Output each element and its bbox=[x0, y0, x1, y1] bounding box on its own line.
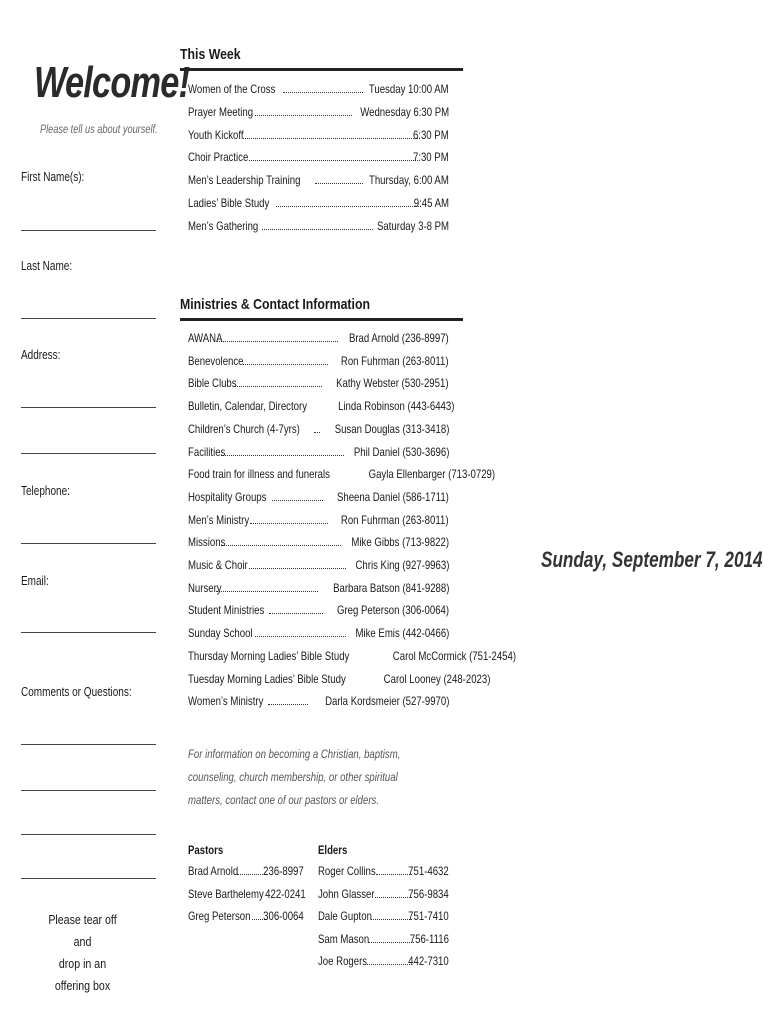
last-name-label: Last Name: bbox=[21, 259, 73, 273]
ministry-row-label: Missions bbox=[188, 535, 226, 550]
ministry-row-value: Carol Looney (248-2023) bbox=[383, 671, 491, 686]
pastor-row bbox=[188, 909, 304, 925]
dot-leader bbox=[283, 82, 363, 93]
dot-leader bbox=[221, 535, 341, 546]
event-row-value: Saturday 3-8 PM bbox=[376, 218, 449, 233]
dot-leader bbox=[255, 105, 351, 116]
pastor-row bbox=[188, 864, 304, 880]
ministry-row-value: Sheena Daniel (586-1711) bbox=[337, 489, 449, 504]
ministry-row-label: Tuesday Morning Ladies’ Bible Study bbox=[188, 671, 346, 686]
last-name-line bbox=[21, 318, 156, 319]
ministry-row-value: Phil Daniel (530-3696) bbox=[353, 444, 449, 459]
dot-leader bbox=[276, 196, 419, 207]
ministry-row-label: Thursday Morning Ladies’ Bible Study bbox=[188, 648, 350, 663]
event-row-value: Tuesday 10:00 AM bbox=[369, 82, 449, 96]
event-row bbox=[188, 219, 449, 235]
ministry-row-label: Music & Choir bbox=[188, 558, 248, 572]
elder-row-label: Dale Gupton bbox=[318, 909, 372, 923]
telephone-label: Telephone: bbox=[21, 484, 70, 498]
event-row-value: Wednesday 6:30 PM bbox=[360, 104, 449, 119]
address-label: Address: bbox=[21, 348, 61, 362]
tear-off-line-2: drop in an offering box bbox=[54, 957, 111, 993]
pastor-row-label: Steve Barthelemy bbox=[188, 886, 264, 901]
elder-row bbox=[318, 932, 449, 948]
elders-heading: Elders bbox=[318, 843, 348, 857]
ministry-row bbox=[188, 354, 449, 370]
dot-leader bbox=[314, 422, 320, 433]
dot-leader bbox=[249, 150, 418, 161]
event-row-label: Choir Practice bbox=[188, 150, 249, 165]
ministry-row-label: AWANA bbox=[188, 331, 223, 345]
ministry-row-value: Greg Peterson (306-0064) bbox=[336, 603, 449, 618]
this-week-rule bbox=[180, 68, 463, 71]
ministry-row bbox=[188, 694, 449, 710]
info-text: For information on becoming a Christian, baptism, counseling, church membership, or other spiritual matters, contact one of our pastors or elders. bbox=[188, 747, 401, 807]
dot-leader bbox=[249, 558, 346, 569]
ministries-rule bbox=[180, 318, 463, 321]
ministry-row bbox=[188, 558, 449, 574]
ministry-row-label: Sunday School bbox=[188, 626, 253, 641]
address-line-1 bbox=[21, 407, 156, 408]
ministry-row-value: Ron Fuhrman (263-8011) bbox=[341, 353, 449, 368]
dot-leader bbox=[375, 887, 413, 898]
dot-leader bbox=[221, 445, 344, 456]
ministry-row-value: Gayla Ellenbarger (713-0729) bbox=[369, 467, 496, 482]
email-line bbox=[21, 632, 156, 633]
comments-line-4 bbox=[21, 878, 156, 879]
dot-leader bbox=[235, 376, 323, 387]
first-name-label: First Name(s): bbox=[21, 170, 85, 184]
ministry-row bbox=[188, 513, 449, 529]
email-label: Email: bbox=[21, 574, 49, 588]
elder-row-label: Sam Mason bbox=[318, 931, 370, 946]
ministry-row-label: Bulletin, Calendar, Directory bbox=[188, 399, 307, 414]
event-row-value: 7:30 PM bbox=[413, 150, 449, 165]
ministry-row-label: Nursery bbox=[188, 580, 222, 595]
elder-row-value: 751-4632 bbox=[408, 864, 449, 878]
event-row bbox=[188, 128, 449, 144]
ministry-row-label: Food train for illness and funerals bbox=[188, 467, 330, 482]
comments-line-1 bbox=[21, 744, 156, 745]
elder-row bbox=[318, 864, 449, 880]
ministries-heading: Ministries & Contact Information bbox=[180, 296, 370, 313]
event-row-label: Men’s Leadership Training bbox=[188, 173, 301, 188]
dot-leader bbox=[250, 513, 328, 524]
ministry-row bbox=[188, 331, 449, 347]
dot-leader bbox=[272, 490, 323, 501]
event-row-value: 9:45 AM bbox=[413, 196, 449, 210]
dot-leader bbox=[255, 626, 346, 637]
comments-label: Comments or Questions: bbox=[21, 685, 132, 699]
event-row-value: Thursday, 6:00 AM bbox=[369, 173, 449, 188]
ministry-row-label: Women’s Ministry bbox=[188, 694, 264, 709]
dot-leader bbox=[216, 581, 318, 592]
ministry-row-value: Susan Douglas (313-3418) bbox=[334, 421, 449, 436]
dot-leader bbox=[376, 864, 412, 875]
ministry-row-label: Hospitality Groups bbox=[188, 489, 267, 504]
elder-row bbox=[318, 909, 449, 925]
pastor-row-label: Greg Peterson bbox=[188, 909, 251, 923]
pastor-row-label: Brad Arnold bbox=[188, 864, 239, 878]
ministry-row bbox=[188, 467, 496, 483]
ministry-row-value: Brad Arnold (236-8997) bbox=[349, 331, 449, 345]
dot-leader bbox=[268, 694, 307, 705]
ministry-row-value: Kathy Webster (530-2951) bbox=[336, 376, 449, 391]
ministry-row bbox=[188, 535, 449, 551]
elder-row bbox=[318, 887, 449, 903]
ministry-row-label: Men’s Ministry bbox=[188, 512, 250, 527]
event-row-label: Youth Kickoff bbox=[188, 127, 244, 142]
pastor-row-value: 236-8997 bbox=[263, 864, 304, 878]
event-row-label: Women of the Cross bbox=[188, 82, 276, 96]
this-week-heading: This Week bbox=[180, 46, 241, 63]
ministry-row bbox=[188, 581, 449, 597]
elder-row-label: John Glasser bbox=[318, 886, 375, 901]
dot-leader bbox=[262, 219, 373, 230]
dot-leader bbox=[371, 909, 412, 920]
tear-off-note bbox=[40, 909, 125, 997]
service-date: Sunday, September 7, 2014 bbox=[541, 547, 763, 572]
ministry-row bbox=[188, 376, 449, 392]
event-row-label: Prayer Meeting bbox=[188, 104, 254, 119]
ministry-row-value: Darla Kordsmeier (527-9970) bbox=[324, 694, 449, 709]
ministry-row bbox=[188, 671, 491, 688]
ministry-row-label: Facilities bbox=[188, 444, 226, 459]
elder-row-value: 751-7410 bbox=[408, 909, 449, 923]
ministry-row-label: Benevolence bbox=[188, 353, 244, 368]
dot-leader bbox=[365, 954, 412, 965]
ministry-row bbox=[188, 648, 516, 665]
telephone-line bbox=[21, 543, 156, 544]
ministry-row-value: Linda Robinson (443-6443) bbox=[337, 399, 455, 414]
ministry-row-value: Barbara Batson (841-9288) bbox=[332, 580, 449, 595]
elder-row-label: Roger Collins bbox=[318, 864, 376, 878]
tear-off-line-1: Please tear off and bbox=[48, 913, 117, 949]
ministry-row-value: Mike Gibbs (713-9822) bbox=[351, 535, 449, 550]
event-row bbox=[188, 82, 449, 98]
pastor-row bbox=[188, 887, 304, 903]
pastor-row-value: 306-0064 bbox=[263, 909, 304, 923]
dot-leader bbox=[217, 331, 338, 342]
elder-row-value: 756-1116 bbox=[409, 931, 449, 946]
pastors-heading: Pastors bbox=[188, 843, 224, 857]
ministry-row bbox=[188, 422, 449, 438]
ministry-row bbox=[188, 399, 455, 415]
address-line-2 bbox=[21, 453, 156, 454]
event-row bbox=[188, 196, 449, 212]
elder-row-value: 442-7310 bbox=[408, 954, 449, 968]
ministry-row-value: Ron Fuhrman (263-8011) bbox=[341, 512, 449, 527]
ministry-row-value: Carol McCormick (751-2454) bbox=[392, 648, 516, 663]
first-name-line bbox=[21, 230, 156, 231]
dot-leader bbox=[243, 128, 418, 139]
event-row-label: Men’s Gathering bbox=[188, 218, 259, 233]
ministry-row bbox=[188, 445, 449, 461]
event-row bbox=[188, 150, 449, 166]
comments-line-2 bbox=[21, 790, 156, 791]
event-row-label: Ladies’ Bible Study bbox=[188, 196, 270, 210]
ministry-row bbox=[188, 490, 449, 506]
ministry-row-value: Chris King (927-9963) bbox=[355, 558, 449, 572]
elder-row bbox=[318, 954, 449, 970]
event-row-value: 6:30 PM bbox=[413, 127, 449, 142]
dot-leader bbox=[368, 932, 414, 943]
ministry-row-label: Children’s Church (4-7yrs) bbox=[188, 421, 300, 436]
ministry-row bbox=[188, 626, 449, 642]
pastor-row-value: 422-0241 bbox=[264, 886, 306, 901]
elder-row-label: Joe Rogers bbox=[318, 954, 368, 968]
dot-leader bbox=[269, 603, 323, 614]
ministry-row-value: Mike Emis (442-0466) bbox=[355, 626, 449, 641]
ministry-row bbox=[188, 603, 449, 619]
welcome-title: Welcome! bbox=[34, 58, 190, 107]
event-row bbox=[188, 105, 449, 121]
comments-line-3 bbox=[21, 834, 156, 835]
welcome-subtitle: Please tell us about yourself. bbox=[40, 124, 158, 136]
dot-leader bbox=[243, 354, 328, 365]
event-row bbox=[188, 173, 449, 189]
ministry-row-label: Bible Clubs bbox=[188, 376, 237, 391]
elder-row-value: 756-9834 bbox=[408, 886, 449, 901]
ministry-row-label: Student Ministries bbox=[188, 603, 265, 618]
dot-leader bbox=[315, 173, 364, 184]
